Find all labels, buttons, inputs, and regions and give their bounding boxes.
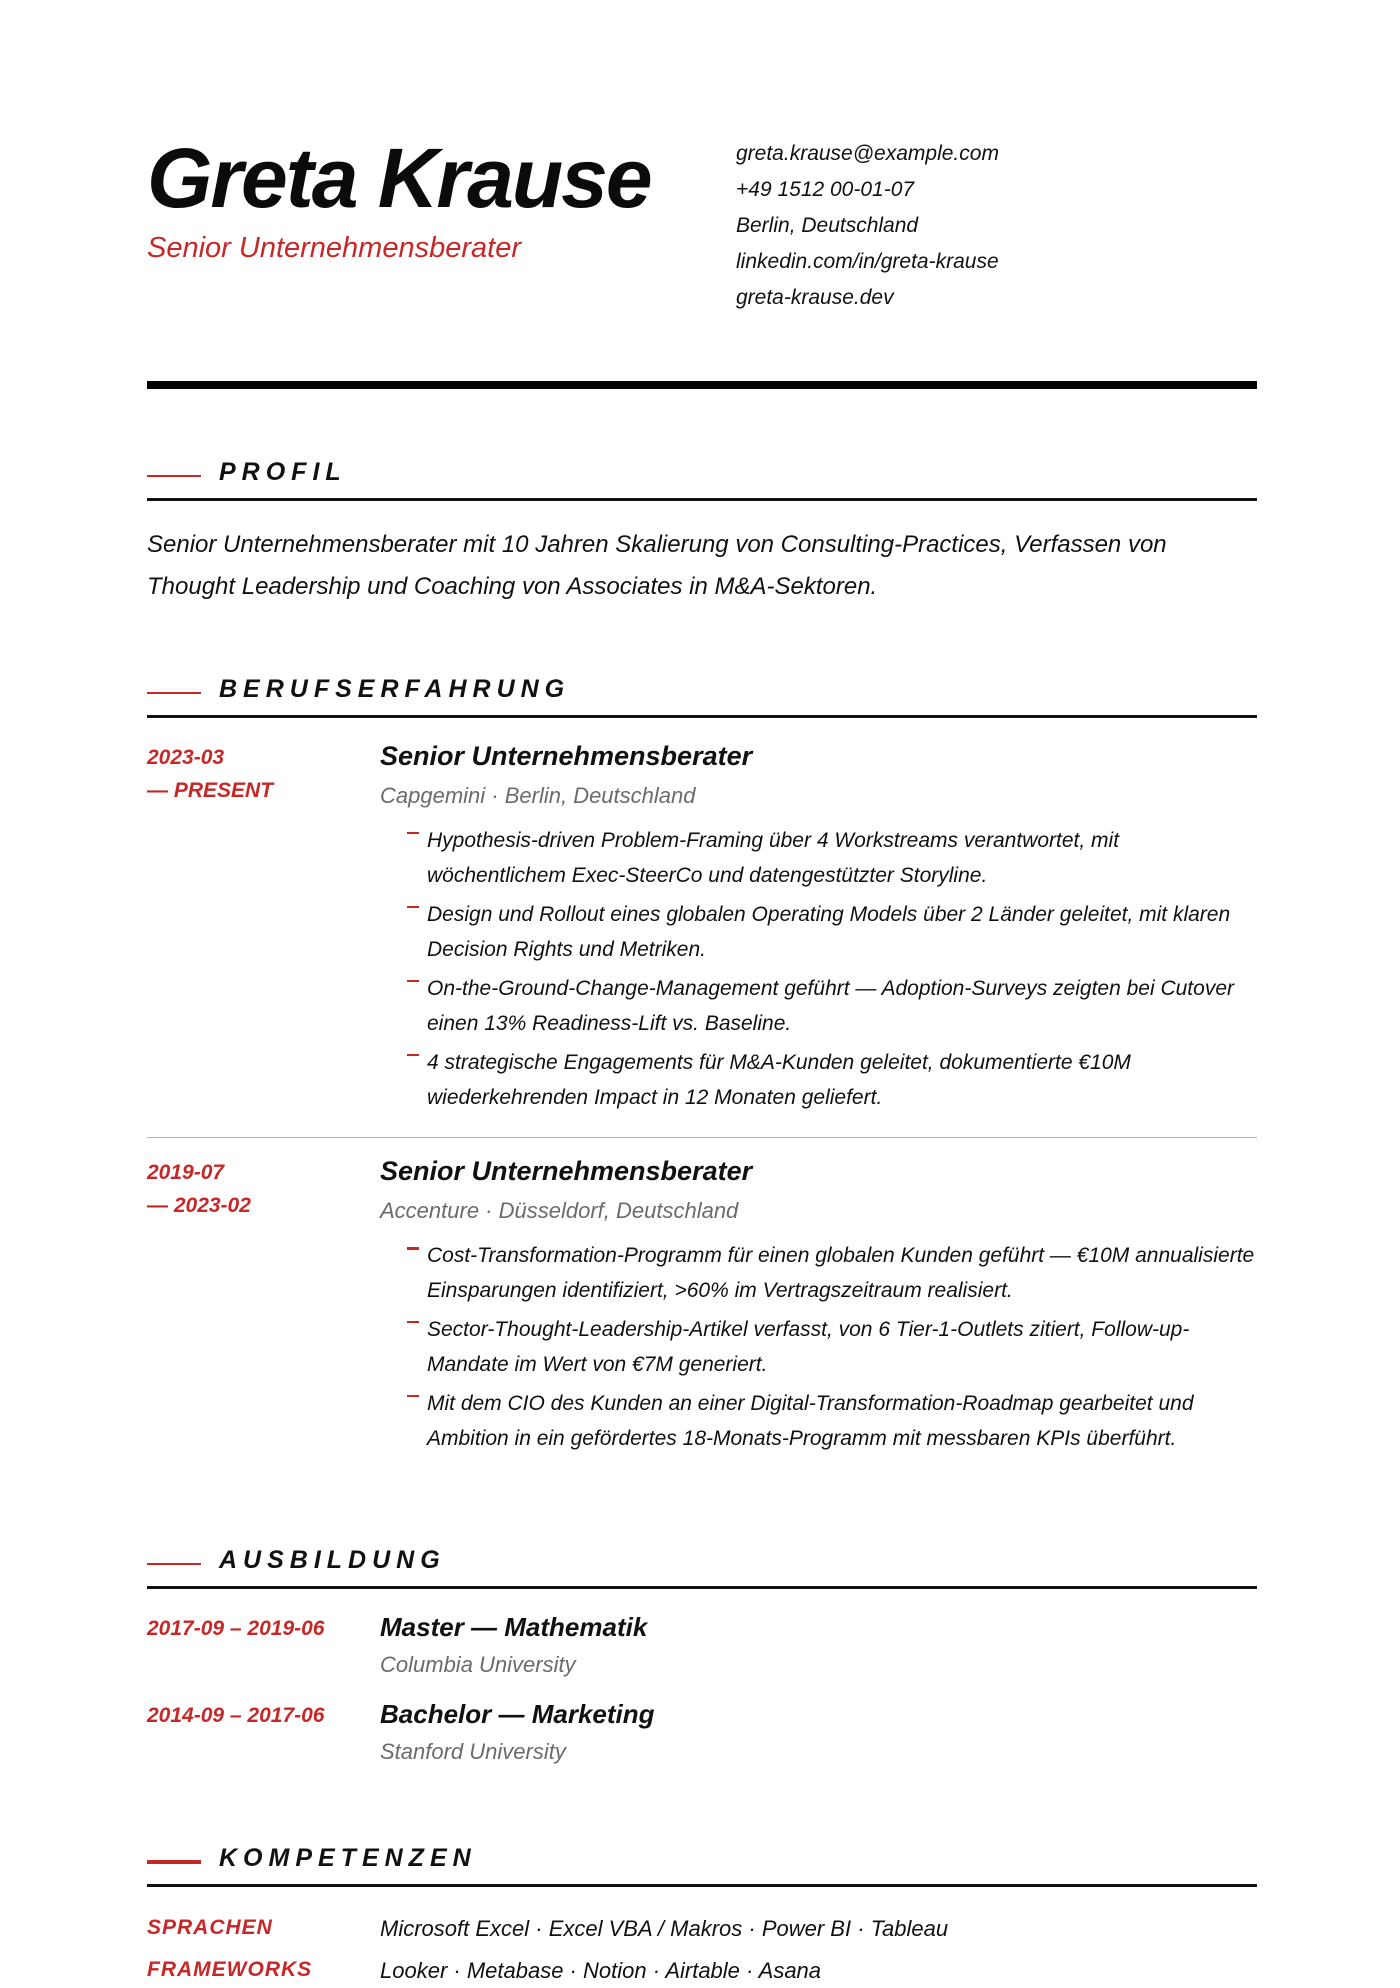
education-degree: Bachelor — Marketing [380,1699,655,1729]
job-end-date: — PRESENT [147,779,274,802]
job-dates [147,741,273,807]
job-role: Senior Unternehmensberater [380,1156,753,1186]
job-bullet: Hypothesis-driven Problem-Framing über 4 Workstreams verantwortet, mit wöchentlichem Exec-SteerCo und datengestützter Storyline. [380,823,1257,893]
header-divider [147,381,1257,389]
job-bullets [380,823,1257,1119]
job-bullet: Cost-Transformation-Programm für einen globalen Kunden geführt — €10M annualisierte Einsparungen identifiziert, >60% im Vertragszeitraum realisiert. [380,1238,1257,1308]
job-end-date: — 2023-02 [147,1194,251,1217]
skill-row [147,1958,1257,1988]
job-bullet: Sector-Thought-Leadership-Artikel verfasst, von 6 Tier-1-Outlets zitiert, Follow-up-Mandate im Wert von €7M generiert. [380,1312,1257,1382]
resume-page [147,0,1257,1983]
job-start-date: 2019-07 [147,1161,225,1184]
profile-summary: Senior Unternehmensberater mit 10 Jahren Skalierung von Consulting-Practices, Verfassen von Thought Leadership und Coaching von Associates in M&A-Sektoren. [147,531,1167,600]
education-dates: 2017-09 – 2019-06 [147,1617,325,1640]
section-accent-dash [147,1563,201,1565]
skill-category: FRAMEWORKS [147,1958,313,1981]
section-rule [147,498,1257,501]
education-degree: Master — Mathematik [380,1612,648,1642]
job-entry [147,1156,1257,1476]
education-dates: 2014-09 – 2017-06 [147,1704,325,1727]
section-accent-dash [147,1860,201,1864]
education-school: Columbia University [380,1652,576,1677]
education-entry [147,1699,1257,1779]
section-header-experience [147,667,1257,717]
section-title: AUSBILDUNG [219,1546,446,1574]
job-divider [147,1137,1257,1138]
education-entry [147,1612,1257,1692]
contact-block [736,136,999,316]
job-dates [147,1156,251,1222]
section-title: KOMPETENZEN [219,1844,477,1872]
job-bullet: On-the-Ground-Change-Management geführt — Adoption-Surveys zeigten bei Cutover einen 13% Readiness-Lift vs. Baseline. [380,971,1257,1041]
job-company: Capgemini · Berlin, Deutschland [380,783,696,808]
skill-category: SPRACHEN [147,1916,273,1939]
skill-items: Microsoft Excel · Excel VBA / Makros · Power BI · Tableau [380,1916,949,1941]
section-header-skills [147,1836,1257,1886]
section-header-profile [147,450,1257,500]
section-accent-dash [147,692,201,694]
section-accent-dash [147,475,201,477]
contact-location: Berlin, Deutschland [736,214,919,237]
job-company: Accenture · Düsseldorf, Deutschland [380,1198,739,1223]
section-title: BERUFSERFAHRUNG [219,675,571,703]
contact-linkedin[interactable]: linkedin.com/in/greta-krause [736,250,999,273]
section-title: PROFIL [219,458,347,486]
contact-phone: +49 1512 00-01-07 [736,178,915,201]
section-header-education [147,1538,1257,1588]
education-school: Stanford University [380,1739,566,1764]
contact-website[interactable]: greta-krause.dev [736,286,894,309]
section-rule [147,1884,1257,1887]
job-bullet: Mit dem CIO des Kunden an einer Digital-Transformation-Roadmap gearbeitet und Ambition in ein gefördertes 18-Monats-Programm mit messbaren KPIs überführt. [380,1386,1257,1456]
section-rule [147,1586,1257,1589]
job-entry [147,741,1257,1121]
skill-row [147,1916,1257,1946]
candidate-name: Greta Krause [147,131,651,225]
contact-email[interactable]: greta.krause@example.com [736,142,999,165]
candidate-tagline: Senior Unternehmensberater [147,232,521,264]
job-bullet: Design und Rollout eines globalen Operating Models über 2 Länder geleitet, mit klaren Decision Rights und Metriken. [380,897,1257,967]
job-role: Senior Unternehmensberater [380,741,753,771]
job-bullets [380,1238,1257,1460]
section-rule [147,715,1257,718]
job-bullet: 4 strategische Engagements für M&A-Kunden geleitet, dokumentierte €10M wiederkehrenden Impact in 12 Monaten geliefert. [380,1045,1257,1115]
job-start-date: 2023-03 [147,746,225,769]
skill-items: Looker · Metabase · Notion · Airtable · Asana [380,1958,822,1983]
